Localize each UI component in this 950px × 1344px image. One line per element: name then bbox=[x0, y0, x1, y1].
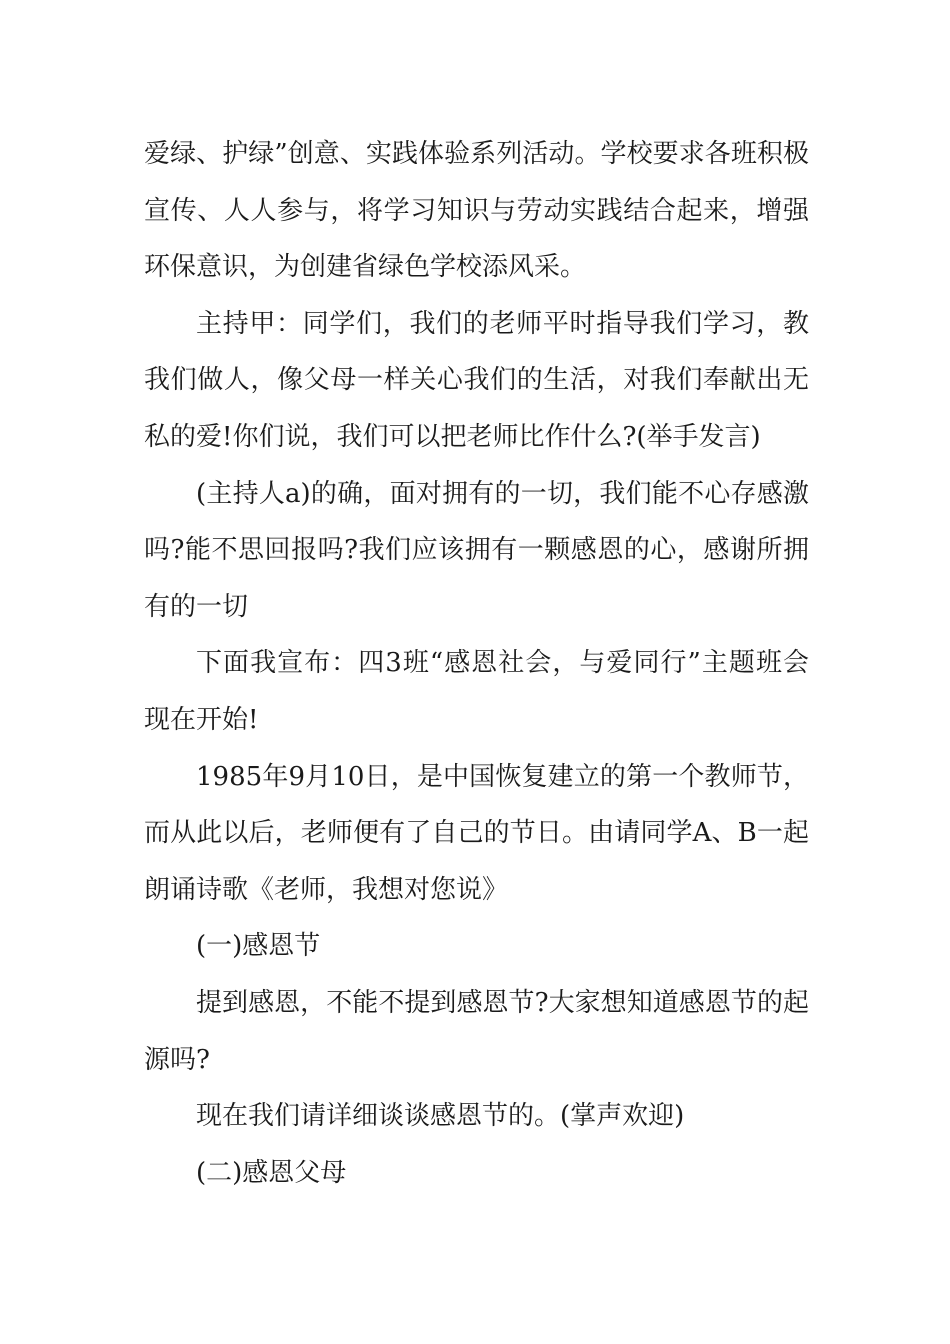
section-heading-thanksgiving: (一)感恩节 bbox=[196, 931, 321, 962]
document-body bbox=[144, 126, 809, 1201]
paragraph-4: 下面我宣布：四3班“感恩社会，与爱同行”主题班会现在开始! bbox=[144, 648, 809, 735]
paragraph-7: 提到感恩，不能不提到感恩节?大家想知道感恩节的起源吗? bbox=[144, 987, 809, 1075]
paragraph-8: 现在我们请详细谈谈感恩节的。(掌声欢迎) bbox=[196, 1101, 685, 1132]
paragraph-1: 爱绿、护绿”创意、实践体验系列活动。学校要求各班积极宣传、人人参与，将学习知识与劳动实践结合起来，增强环保意识，为创建省绿色学校添风采。 bbox=[144, 139, 809, 283]
paragraph-3: (主持人a)的确，面对拥有的一切，我们能不心存感激吗?能不思回报吗?我们应该拥有一颗感恩的心，感谢所拥有的一切 bbox=[144, 478, 809, 622]
paragraph-2: 主持甲：同学们，我们的老师平时指导我们学习，教我们做人，像父母一样关心我们的生活，对我们奉献出无私的爱!你们说，我们可以把老师比作什么?(举手发言) bbox=[144, 308, 809, 452]
paragraph-5: 1985年9月10日，是中国恢复建立的第一个教师节，而从此以后，老师便有了自己的节日。由请同学A、B一起朗诵诗歌《老师，我想对您说》 bbox=[144, 761, 809, 905]
section-heading-parents: (二)感恩父母 bbox=[196, 1157, 347, 1188]
